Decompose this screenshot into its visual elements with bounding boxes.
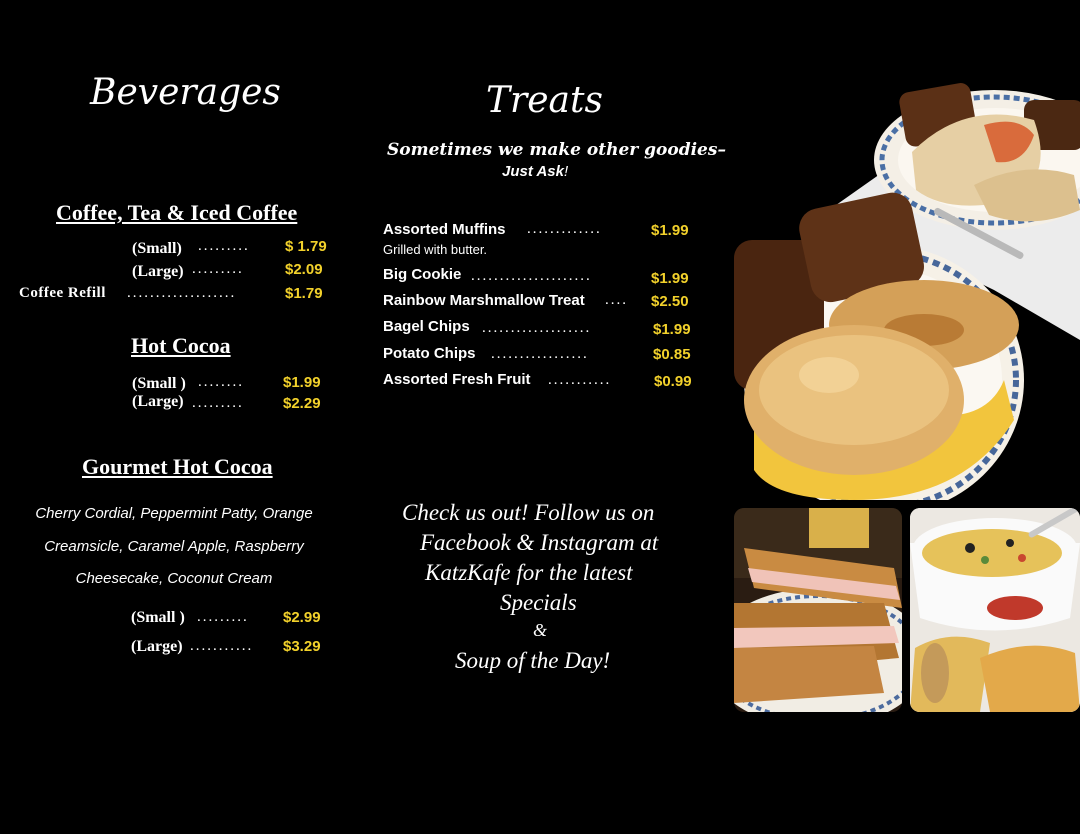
- gourmet-flavors-line1: Cherry Cordial, Peppermint Patty, Orange: [35, 505, 313, 522]
- coffee-refill-label: Coffee Refill: [19, 285, 106, 301]
- treat-cookie-name: Big Cookie: [383, 266, 462, 283]
- cocoa-heading: Hot Cocoa: [131, 333, 231, 358]
- gourmet-flavors-line3: Cheesecake, Coconut Cream: [75, 570, 273, 587]
- cocoa-large-leader: .........: [192, 395, 244, 411]
- treat-potato-chips-name: Potato Chips: [383, 345, 476, 362]
- gourmet-small-price: $2.99: [283, 609, 321, 626]
- treat-potato-chips-leader: .................: [491, 346, 589, 362]
- promo-line1: Check us out! Follow us on: [402, 500, 655, 525]
- just-ask-exclaim: !: [563, 163, 569, 180]
- treat-rainbow-price: $2.50: [651, 293, 689, 310]
- beverages-title: Beverages: [90, 72, 281, 113]
- treat-bagel-chips-price: $1.99: [653, 321, 691, 338]
- gourmet-large-leader: ...........: [190, 638, 254, 654]
- treats-tagline: Sometimes we make other goodies–: [387, 140, 726, 160]
- treat-bagel-chips-leader: ...................: [482, 320, 592, 336]
- promo-line4: Specials: [500, 590, 577, 615]
- treat-fruit-leader: ...........: [548, 372, 612, 388]
- photo-soup-of-the-day: [910, 508, 1080, 712]
- cocoa-large-price: $2.29: [283, 395, 321, 412]
- cocoa-large-label: (Large): [132, 393, 184, 410]
- just-ask-text: Just Ask: [502, 163, 564, 180]
- treats-tagline-ask: [502, 163, 568, 180]
- cocoa-small-label: (Small ): [132, 375, 186, 392]
- coffee-heading: Coffee, Tea & Iced Coffee: [56, 200, 298, 225]
- treat-bagel-chips-name: Bagel Chips: [383, 318, 470, 335]
- coffee-small-price: $ 1.79: [285, 238, 327, 255]
- cocoa-small-leader: ........: [198, 374, 244, 390]
- treat-fruit-price: $0.99: [654, 373, 692, 390]
- treat-cookie-leader: .....................: [471, 268, 592, 284]
- treat-rainbow-leader: ....: [605, 292, 628, 308]
- gourmet-heading: Gourmet Hot Cocoa: [82, 454, 273, 479]
- treat-muffins-leader: .............: [527, 221, 602, 237]
- promo-line2: Facebook & Instagram at: [420, 530, 659, 555]
- treat-muffins-name: Assorted Muffins: [383, 221, 506, 238]
- photo-grilled-sandwich: [734, 508, 902, 712]
- gourmet-large-label: (Large): [131, 638, 183, 655]
- promo-line3: KatzKafe for the latest: [425, 560, 633, 585]
- coffee-small-label: (Small): [132, 240, 182, 257]
- treats-title: Treats: [486, 80, 603, 121]
- promo-line6: Soup of the Day!: [455, 648, 611, 673]
- coffee-refill-price: $1.79: [285, 285, 323, 302]
- gourmet-small-leader: .........: [197, 609, 249, 625]
- coffee-large-label: (Large): [132, 263, 184, 280]
- treat-muffins-price: $1.99: [651, 222, 689, 239]
- coffee-refill-leader: ...................: [127, 285, 237, 301]
- coffee-large-leader: .........: [192, 261, 244, 277]
- gourmet-large-price: $3.29: [283, 638, 321, 655]
- gourmet-flavors-line2: Creamsicle, Caramel Apple, Raspberry: [44, 538, 304, 555]
- gourmet-small-label: (Small ): [131, 609, 185, 626]
- photo-bagel-breakfast-sandwich: [734, 80, 1080, 500]
- treat-fruit-name: Assorted Fresh Fruit: [383, 371, 531, 388]
- coffee-large-price: $2.09: [285, 261, 323, 278]
- treat-muffins-note: Grilled with butter.: [383, 242, 488, 257]
- cocoa-small-price: $1.99: [283, 374, 321, 391]
- treat-cookie-price: $1.99: [651, 270, 689, 287]
- treat-rainbow-name: Rainbow Marshmallow Treat: [383, 292, 585, 309]
- promo-ampersand: &: [533, 620, 548, 640]
- treat-potato-chips-price: $0.85: [653, 346, 691, 363]
- coffee-small-leader: .........: [198, 238, 250, 254]
